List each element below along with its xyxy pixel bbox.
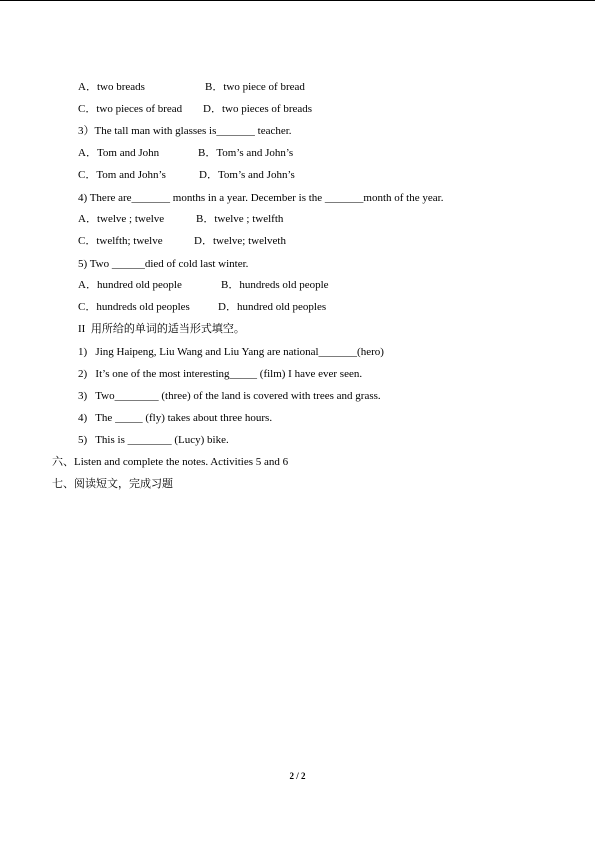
option-c: C．two pieces of bread bbox=[78, 103, 183, 115]
option-d: D．Tom’s and John’s bbox=[199, 169, 295, 181]
option-d: D．two pieces of breads bbox=[203, 103, 313, 115]
fill-item: 5) This is ________ (Lucy) bike. bbox=[78, 434, 229, 446]
section-7-title: 七、阅读短文，完成习题 bbox=[52, 478, 173, 490]
option-c: C．twelfth; twelve bbox=[78, 235, 163, 247]
option-c: C．Tom and John’s bbox=[78, 169, 166, 181]
option-b: B．twelve ; twelfth bbox=[196, 213, 284, 225]
top-rule bbox=[0, 0, 595, 1]
option-d: D．twelve; twelveth bbox=[194, 235, 286, 247]
option-a: A．two breads bbox=[78, 81, 145, 93]
fill-item: 3) Two________ (three) of the land is covered with trees and grass. bbox=[78, 390, 381, 402]
page-number: 2 / 2 bbox=[289, 771, 306, 781]
option-b: B．hundreds old people bbox=[221, 279, 329, 291]
option-a: A．hundred old people bbox=[78, 279, 182, 291]
fill-item: 4) The _____ (fly) takes about three hours. bbox=[78, 412, 273, 424]
option-b: B．Tom’s and John’s bbox=[198, 147, 294, 159]
option-a: A．Tom and John bbox=[78, 147, 160, 159]
question-4-stem: 4) There are_______ months in a year. December is the _______month of the year. bbox=[78, 192, 444, 204]
question-5-stem: 5) Two ______died of cold last winter. bbox=[78, 258, 249, 270]
fill-item: 2) It’s one of the most interesting_____ (film) I have ever seen. bbox=[78, 368, 363, 380]
section-2-title: II 用所给的单词的适当形式填空。 bbox=[78, 323, 245, 335]
option-c: C．hundreds old peoples bbox=[78, 301, 190, 313]
option-a: A．twelve ; twelve bbox=[78, 213, 165, 225]
section-6-title: 六、Listen and complete the notes. Activities 5 and 6 bbox=[52, 456, 289, 468]
question-3-stem: 3）The tall man with glasses is_______ teacher. bbox=[78, 125, 292, 137]
fill-item: 1) Jing Haipeng, Liu Wang and Liu Yang are national_______(hero) bbox=[78, 346, 384, 358]
option-d: D．hundred old peoples bbox=[218, 301, 327, 313]
option-b: B．two piece of bread bbox=[205, 81, 305, 93]
